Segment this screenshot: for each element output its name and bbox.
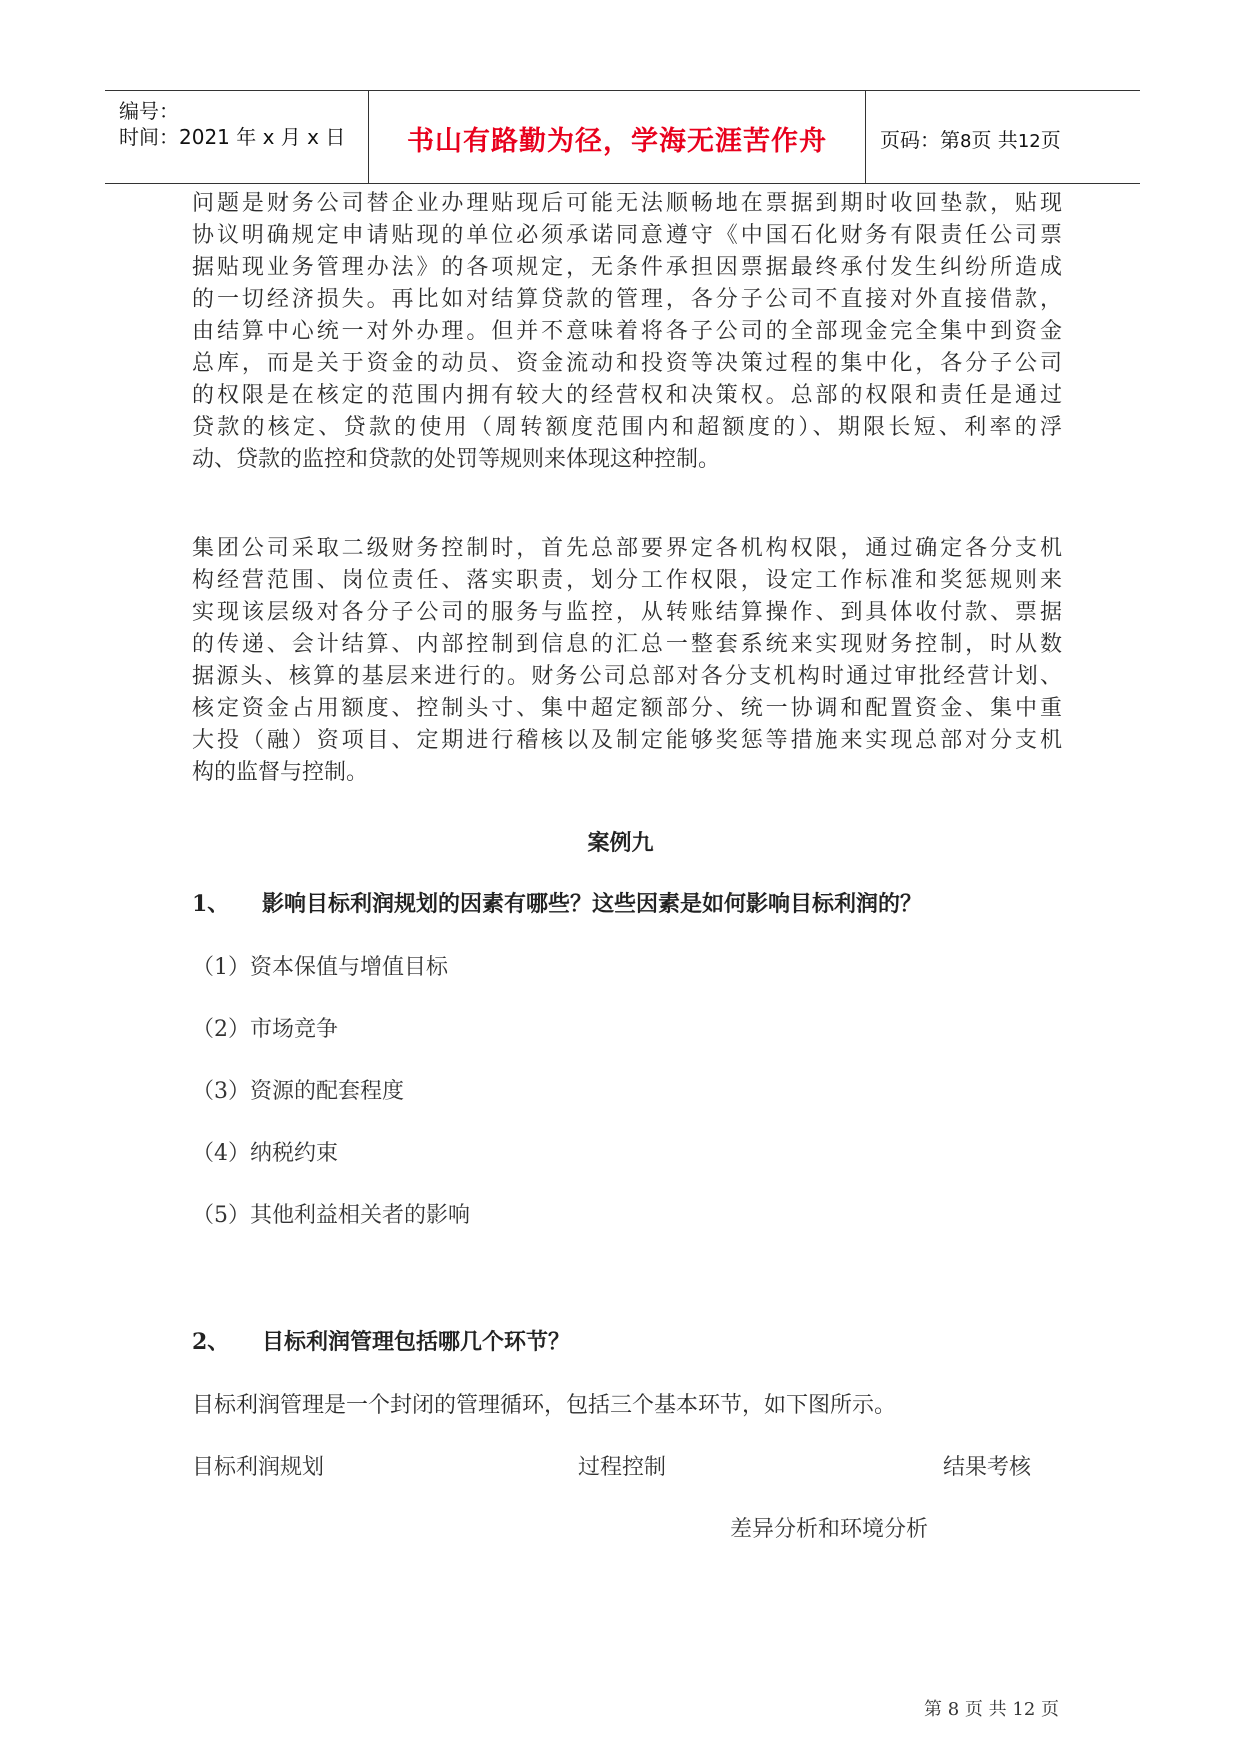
answer-text: 目标利润管理是一个封闭的管理循环，包括三个基本环节，如下图所示。 — [192, 1393, 897, 1418]
paragraph-line: 据源头、核算的基层来进行的。财务公司总部对各分支机构时通过审批经营计划、 — [192, 664, 1062, 689]
flow-step-planning: 目标利润规划 — [192, 1455, 325, 1480]
question-text: 影响目标利润规划的因素有哪些？这些因素是如何影响目标利润的？ — [262, 891, 923, 917]
question-text: 目标利润管理包括哪几个环节？ — [262, 1329, 571, 1355]
paragraph-line: 贷款的核定、贷款的使用（周转额度范围内和超额度的）、期限长短、利率的浮 — [192, 415, 1062, 440]
page-prefix: 页码：第 — [880, 128, 960, 152]
case-title: 案例九 — [587, 830, 654, 856]
paragraph-line: 集团公司采取二级财务控制时，首先总部要界定各机构权限，通过确定各分支机 — [192, 536, 1062, 561]
paragraph-line: 据贴现业务管理办法》的各项规定，无条件承担因票据最终承付发生纠纷所造成 — [192, 255, 1062, 280]
question-2 — [192, 1325, 570, 1356]
page-number-label — [880, 124, 1061, 153]
page-footer: 第 8 页 共 12 页 — [924, 1699, 1059, 1720]
list-item: （1）资本保值与增值目标 — [192, 955, 448, 980]
paragraph-line: 构的监督与控制。 — [192, 760, 369, 785]
paragraph-line: 由结算中心统一对外办理。但并不意味着将各子公司的全部现金完全集中到资金 — [192, 319, 1062, 344]
paragraph-line: 核定资金占用额度、控制头寸、集中超定额部分、统一协调和配置资金、集中重 — [192, 696, 1062, 721]
question-1 — [192, 887, 922, 918]
page-header — [105, 90, 1140, 184]
header-motto-cell — [368, 91, 866, 183]
header-meta-cell — [105, 91, 368, 183]
date-label: 时间：2021 年 x 月 x 日 — [119, 125, 346, 149]
question-number: 1、 — [192, 891, 230, 917]
paragraph-line: 的一切经济损失。再比如对结算贷款的管理，各分子公司不直接对外直接借款， — [192, 287, 1062, 312]
question-number: 2、 — [192, 1329, 230, 1355]
paragraph-line: 问题是财务公司替企业办理贴现后可能无法顺畅地在票据到期时收回垫款，贴现 — [192, 191, 1062, 216]
page-mid: 页 共 — [971, 128, 1018, 152]
paragraph-line: 实现该层级对各分子公司的服务与监控，从转账结算操作、到具体收付款、票据 — [192, 600, 1062, 625]
paragraph-line: 构经营范围、岗位责任、落实职责，划分工作权限，设定工作标准和奖惩规则来 — [192, 568, 1062, 593]
list-item: （3）资源的配套程度 — [192, 1079, 404, 1104]
page-current: 8 — [960, 131, 972, 152]
paragraph-line: 协议明确规定申请贴现的单位必须承诺同意遵守《中国石化财务有限责任公司票 — [192, 223, 1062, 248]
header-page-cell — [866, 91, 1140, 183]
paragraph-line: 动、贷款的监控和贷款的处罚等规则来体现这种控制。 — [192, 447, 721, 472]
list-item: （2）市场竞争 — [192, 1017, 338, 1042]
serial-number-label: 编号： — [119, 99, 179, 123]
flow-step-assessment: 结果考核 — [943, 1455, 1032, 1480]
flow-feedback: 差异分析和环境分析 — [730, 1517, 929, 1542]
paragraph-2 — [192, 533, 1062, 789]
paragraph-line: 的传递、会计结算、内部控制到信息的汇总一整套系统来实现财务控制，时从数 — [192, 632, 1062, 657]
list-item: （5）其他利益相关者的影响 — [192, 1203, 470, 1228]
paragraph-line: 总库，而是关于资金的动员、资金流动和投资等决策过程的集中化，各分子公司 — [192, 351, 1062, 376]
list-item: （4）纳税约束 — [192, 1141, 338, 1166]
motto-text: 书山有路勤为径，学海无涯苦作舟 — [407, 126, 827, 157]
page-total: 12 — [1017, 131, 1041, 152]
paragraph-1 — [192, 188, 1062, 476]
flow-step-control: 过程控制 — [578, 1455, 667, 1480]
page-suffix: 页 — [1040, 128, 1061, 152]
paragraph-line: 大投（融）资项目、定期进行稽核以及制定能够奖惩等措施来实现总部对分支机 — [192, 728, 1062, 753]
paragraph-line: 的权限是在核定的范围内拥有较大的经营权和决策权。总部的权限和责任是通过 — [192, 383, 1062, 408]
